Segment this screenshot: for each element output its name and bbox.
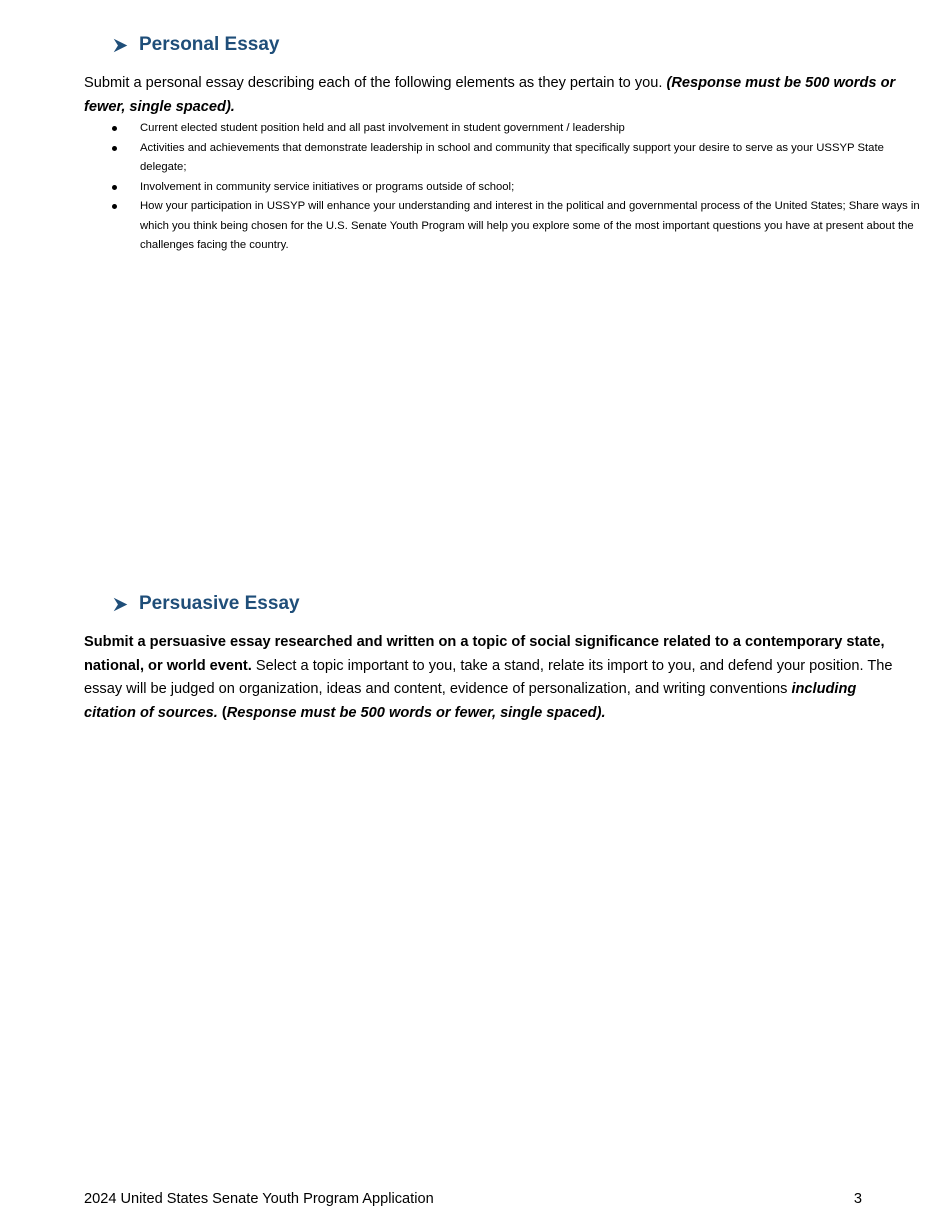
list-item (110, 178, 920, 198)
list-item (110, 197, 920, 256)
bullet-dot-icon (112, 204, 117, 209)
bullet-dot-icon (112, 126, 117, 131)
personal-essay-requirement: (Response must be 500 words or fewer, single spaced). (84, 75, 896, 115)
persuasive-essay-bold-intro: Submit a persuasive essay researched and written on a topic of social significance related to a contemporary state, national, or world event. (84, 634, 885, 674)
bullet-text: Activities and achievements that demonstrate leadership in school and community that specifically support your desire to serve as your USSYP State delegate; (140, 141, 884, 173)
personal-essay-title: Personal Essay (139, 34, 280, 55)
personal-essay-bullet-list (110, 119, 920, 256)
footer-title: 2024 United States Senate Youth Program Application (84, 1191, 434, 1207)
persuasive-essay-body-text: Select a topic important to you, take a stand, relate its import to you, and defend your position. The essay will be judged on organization, ideas and content, evidence of personalization, and writing conventions (84, 657, 893, 697)
page-number: 3 (853, 1191, 862, 1207)
bullet-dot-icon (112, 185, 117, 190)
bullet-text: Current elected student position held and all past involvement in student government / leadership (140, 122, 625, 134)
list-item (110, 119, 920, 139)
personal-essay-intro-text: Submit a personal essay describing each of the following elements as they pertain to you. (84, 75, 663, 91)
page-footer (84, 1188, 862, 1210)
persuasive-essay-body (84, 631, 909, 725)
personal-essay-intro (84, 72, 904, 119)
arrowhead-bullet-icon (112, 37, 129, 54)
bullet-dot-icon (112, 146, 117, 151)
arrowhead-bullet-icon (112, 596, 129, 613)
persuasive-essay-requirement-open: ( (221, 704, 227, 721)
bullet-text: Involvement in community service initiatives or programs outside of school; (140, 180, 515, 193)
persuasive-essay-title: Persuasive Essay (139, 593, 300, 614)
persuasive-essay-citation-note: including citation of sources. (84, 681, 857, 721)
bullet-text: How your participation in USSYP will enhance your understanding and interest in the political and governmental process of the United States; Share ways in which you think being chosen for the U.S. Senate Youth Program will help you explore some of the most important questions you have at present about the challenges facing the country. (140, 200, 920, 251)
persuasive-essay-heading (112, 593, 300, 615)
list-item (110, 139, 920, 178)
personal-essay-heading (112, 34, 279, 56)
persuasive-essay-requirement: Response must be 500 words or fewer, single spaced). (226, 704, 606, 721)
